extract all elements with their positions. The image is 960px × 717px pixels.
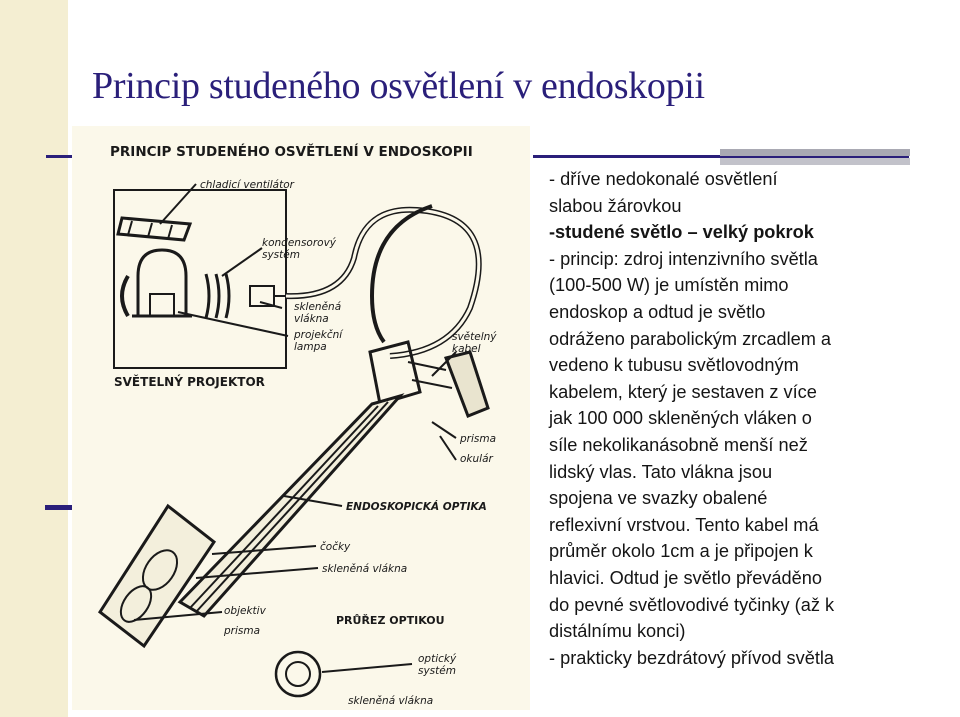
left-decor-band <box>0 0 68 717</box>
title-rule-gray <box>720 149 910 156</box>
title-rule-gray-lower <box>720 158 910 165</box>
text-line: distálnímu konci) <box>549 621 686 642</box>
text-line-bold: -studené světlo – velký pokrok <box>549 222 814 243</box>
label-fibers: skleněná vlákna <box>322 563 408 575</box>
text-line: do pevné světlovodivé tyčinky (až k <box>549 594 835 615</box>
label-fan: chladicí ventilátor <box>200 179 294 191</box>
label-section: PRŮŘEZ OPTIKOU <box>336 614 445 627</box>
label-cable-1: světelný <box>452 331 497 343</box>
label-condenser-1: kondensorový <box>262 237 337 249</box>
text-line: (100-500 W) je umístěn mimo <box>549 275 789 296</box>
label-lamp-2: lampa <box>294 341 327 353</box>
text-line: - princip: zdroj intenzivního světla <box>549 248 818 269</box>
diagram-heading: PRINCIP STUDENÉHO OSVĚTLENÍ V ENDOSKOPII <box>110 144 473 160</box>
label-eyepiece: okulár <box>460 453 493 465</box>
text-line: jak 100 000 skleněných vláken o <box>549 408 812 429</box>
text-line: lidský vlas. Tato vlákna jsou <box>549 461 773 482</box>
diagram-svg <box>72 126 530 710</box>
text-line: vedeno k tubusu světlovodným <box>549 355 799 376</box>
label-glass-2: vlákna <box>294 313 329 325</box>
text-line: síle nekolikanásobně menší než <box>549 434 808 455</box>
lamp-bulb <box>150 294 174 316</box>
endoscope-diagram <box>72 126 530 710</box>
mirror-arc <box>122 276 128 316</box>
label-lamp-1: projekční <box>294 329 343 341</box>
projector-box <box>114 190 286 368</box>
label-fibers-bottom: skleněná vlákna <box>348 695 434 707</box>
label-optical-2: systém <box>418 665 456 677</box>
side-rule <box>45 505 73 510</box>
label-objective-2: prisma <box>224 625 261 637</box>
label-prism: prisma <box>460 433 497 445</box>
label-optical-1: optický <box>418 653 457 665</box>
lamp-housing <box>138 250 186 316</box>
text-line: endoskop a odtud je světlo <box>549 301 766 322</box>
text-line: - prakticky bezdrátový přívod světla <box>549 647 835 668</box>
text-line: spojena ve svazky obalené <box>549 488 768 509</box>
eyepiece-funnel <box>446 352 488 416</box>
text-line: průměr okolo 1cm a je připojen k <box>549 541 813 562</box>
description-text <box>549 166 954 671</box>
text-line: - dříve nedokonalé osvětlení <box>549 169 778 189</box>
text-line: slabou žárovkou <box>549 195 682 216</box>
magnified-tube <box>100 506 214 646</box>
label-lens: čočky <box>320 541 351 553</box>
title-rule-left <box>46 155 72 158</box>
text-line: reflexivní vrstvou. Tento kabel má <box>549 514 819 535</box>
label-glass-1: skleněná <box>294 301 342 313</box>
text-line: kabelem, který je sestaven z více <box>549 381 817 402</box>
label-projector: SVĚTELNÝ PROJEKTOR <box>114 375 265 389</box>
label-optics: ENDOSKOPICKÁ OPTIKA <box>346 501 487 513</box>
text-line: odráženo parabolickým zrcadlem a <box>549 328 832 349</box>
page-title: Princip studeného osvětlení v endoskopii <box>92 65 705 107</box>
label-objective-1: objektiv <box>224 605 266 617</box>
label-cable-2: kabel <box>452 343 481 355</box>
label-condenser-2: systém <box>262 249 300 261</box>
text-line: hlavici. Odtud je světlo převáděno <box>549 567 822 588</box>
cross-section-circle <box>276 652 320 696</box>
